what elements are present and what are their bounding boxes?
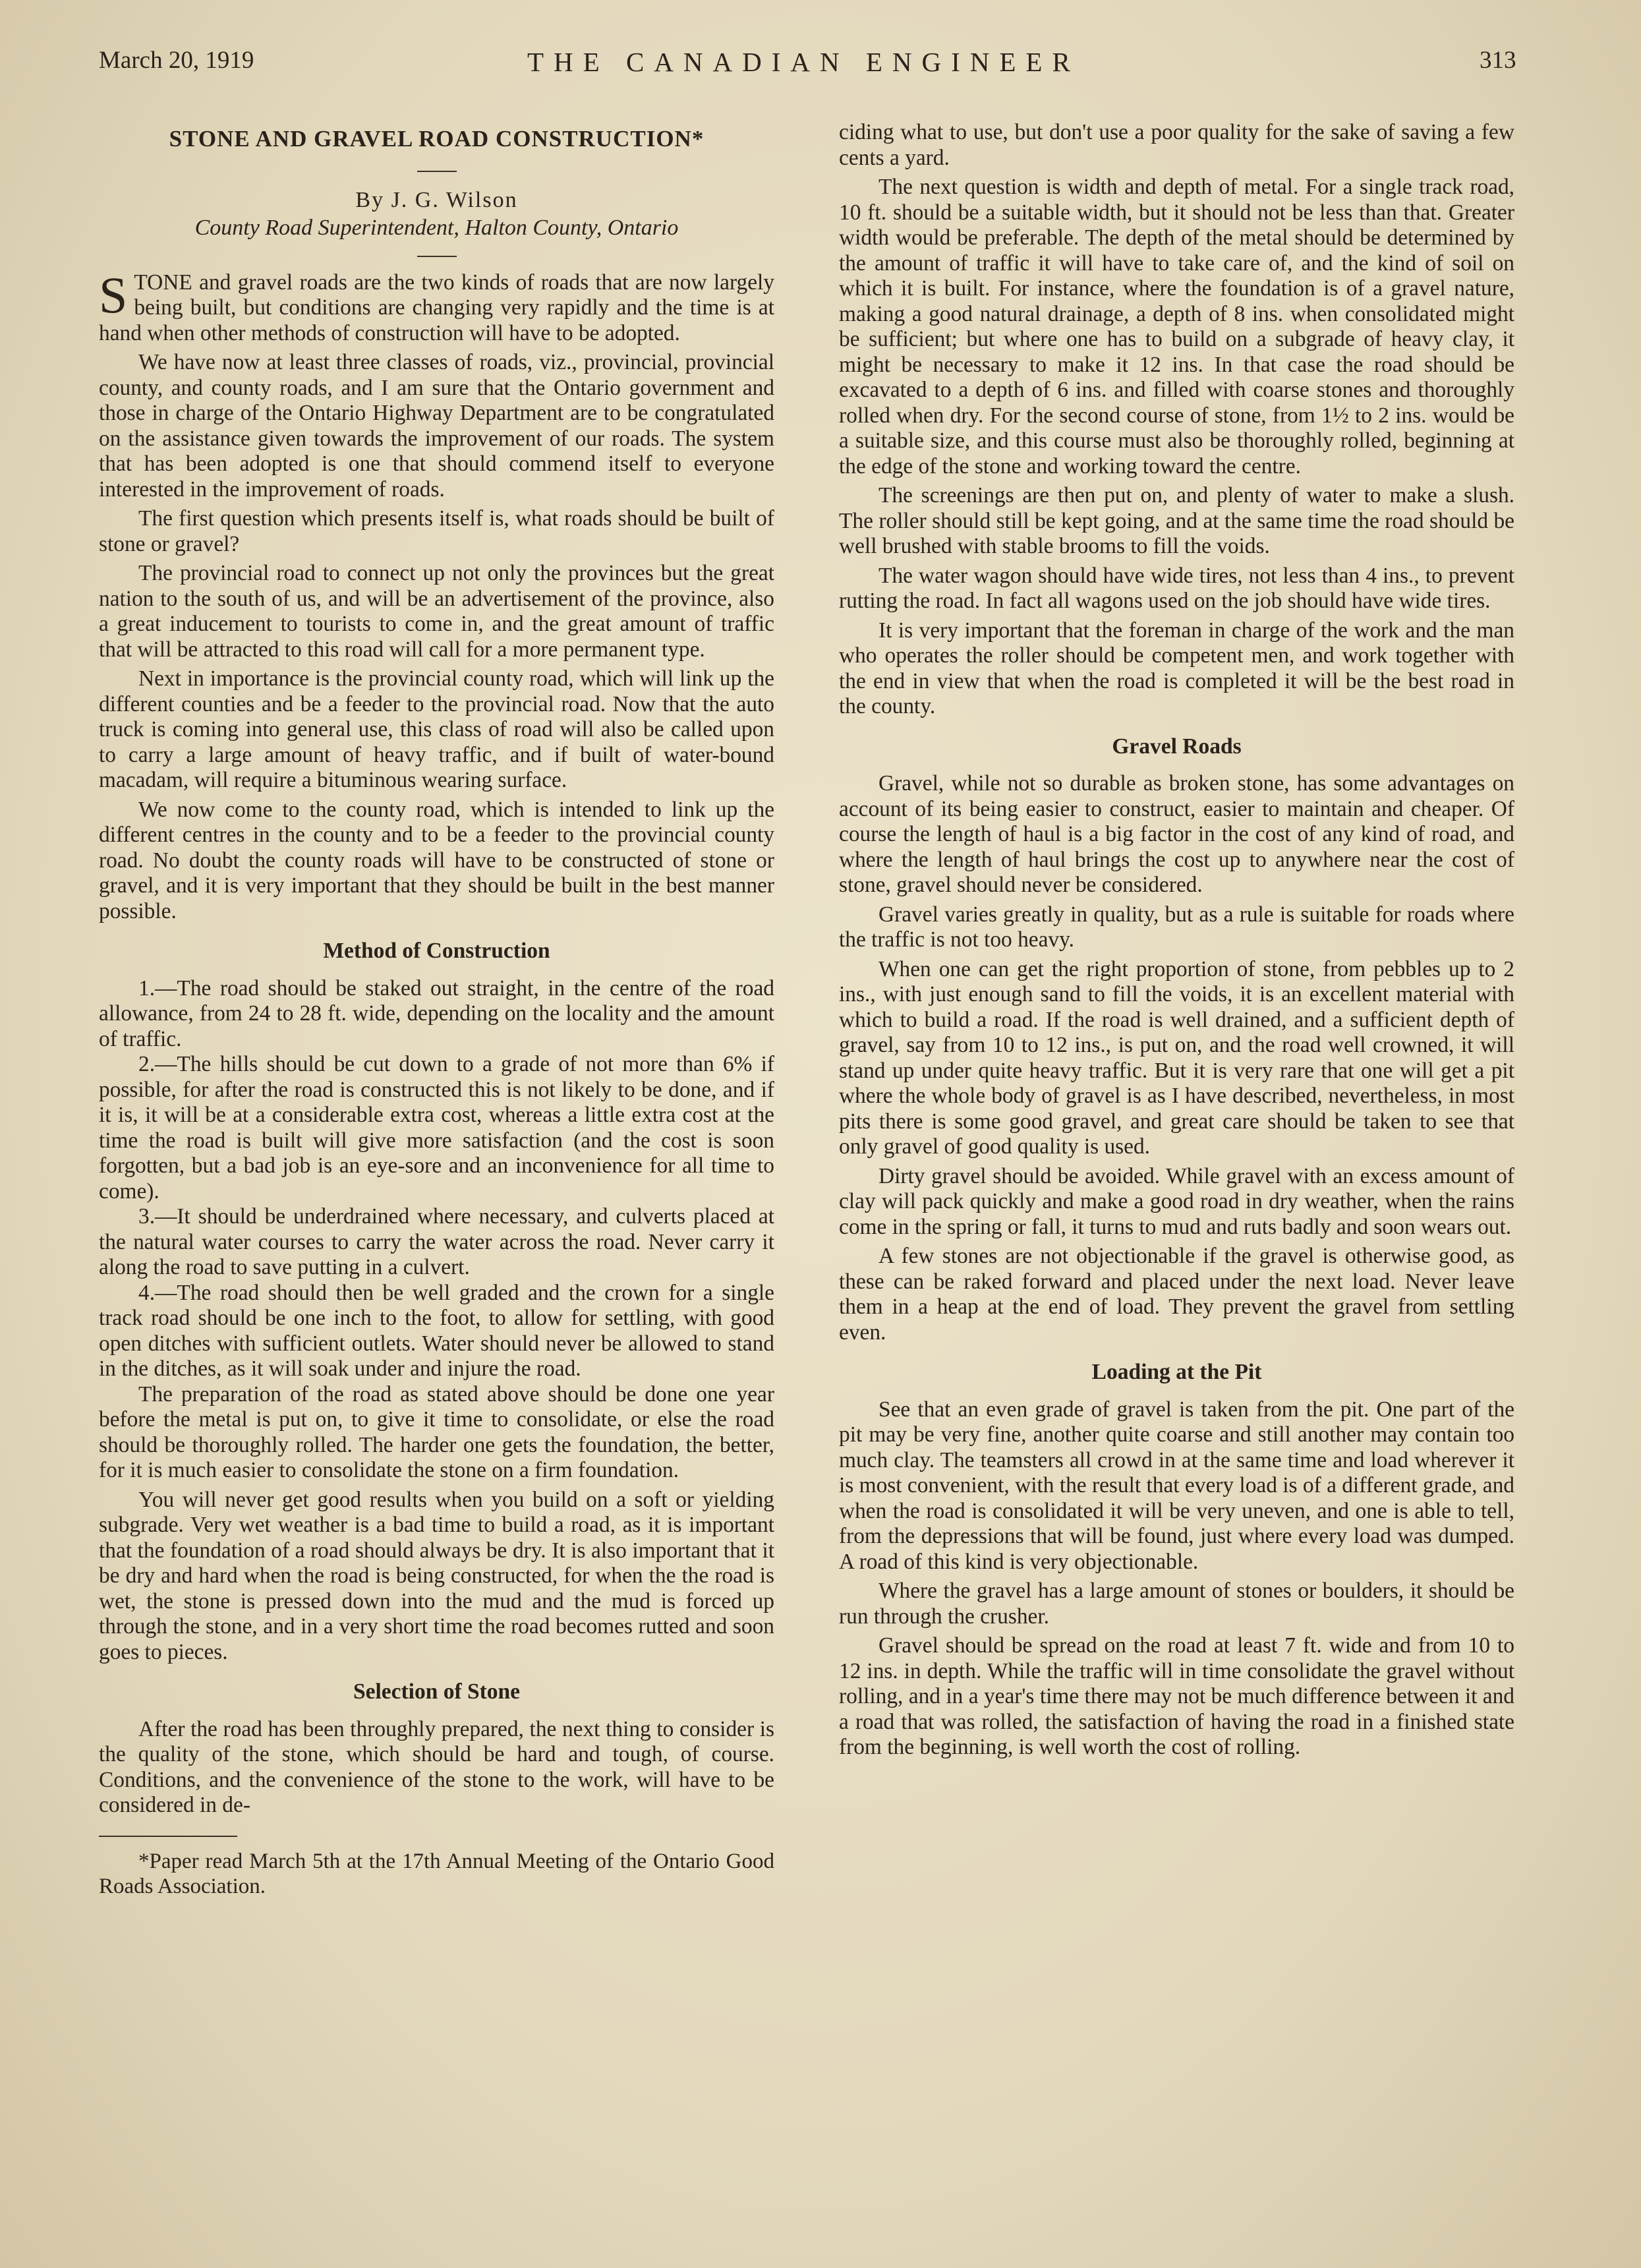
footnote: *Paper read March 5th at the 17th Annual Meeting of the Ontario Good Roads Association. — [99, 1849, 774, 1898]
author-byline: By J. G. Wilson — [355, 187, 518, 212]
paragraph: Dirty gravel should be avoided. While gravel with an excess amount of clay will pack quickly and make a good road in dry weather, when the rains come in the spring or fall, it turns to mud and ruts badly and soon wears out. — [839, 1163, 1514, 1239]
paragraph-text: TONE and gravel roads are the two kinds of roads that are now largely being built, but conditions are changing very rapidly and the time is at hand when other methods of construction will have to be adopted. — [99, 270, 774, 345]
paragraph: The provincial road to connect up not only the provinces but the great nation to the south of us, and will be an advertisement of the province, also a great inducement to tourists to come in, and the great amount of traffic that will be attracted to this road will call for a more permanent type. — [99, 561, 774, 662]
paragraph: We have now at least three classes of roads, viz., provincial, provincial county, and county roads, and I am sure that the Ontario government and those in charge of the Ontario Highway Department are to be congratulated on the assistance given towards the improvement of our roads. The system that has been adopted is one that should commend itself to everyone interested in the improvement of roads. — [99, 350, 774, 502]
subheading-selection: Selection of Stone — [353, 1679, 521, 1704]
byline-rule — [417, 256, 457, 257]
paragraph: Gravel should be spread on the road at least 7 ft. wide and from 10 to 12 ins. in depth. While the traffic will in time consolidate the gravel without rolling, and in a year's time there may not be much difference between it and a road that was rolled, the satisfaction of having the road in a finished state from the beginning, is well worth the cost of rolling. — [839, 1633, 1514, 1759]
paragraph-continued: ciding what to use, but don't use a poor quality for the sake of saving a few cents a yard. — [839, 120, 1514, 170]
paragraph: It is very important that the foreman in charge of the work and the man who operates the roller should be competent men, and work together with the end in view that when the road is completed it will be the best road in the county. — [839, 618, 1514, 718]
right-column — [839, 120, 1514, 1760]
page-number: 313 — [1480, 47, 1516, 74]
running-head — [99, 46, 1641, 86]
subheading-gravel: Gravel Roads — [1112, 734, 1242, 759]
journal-title: THE CANADIAN ENGINEER — [527, 47, 1080, 77]
paragraph: Gravel, while not so durable as broken stone, has some advantages on account of its being easier to construct, easier to maintain and cheaper. Of course the length of haul is a big factor in the cost of any kind of road, and where the length of haul brings the cost up to anywhere near the cost of stone, gravel should never be considered. — [839, 771, 1514, 897]
paragraph-intro — [99, 266, 774, 347]
paragraph: After the road has been throughly prepared, the next thing to consider is the quality of the stone, which should be hard and tough, of course. Conditions, and the convenience of the stone to the work, will have to be considered in de- — [99, 1716, 774, 1817]
paragraph: Gravel varies greatly in quality, but as a rule is suitable for roads where the traffic is not too heavy. — [839, 902, 1514, 952]
paragraph: 4.—The road should then be well graded and the crown for a single track road should be one inch to the foot, to allow for settling, with good open ditches with sufficient outlets. Water should never be allowed to stand in the ditches, as it will soak under and injure the road. — [99, 1280, 774, 1381]
paragraph: Next in importance is the provincial county road, which will link up the different counties and be a feeder to the provincial road. Now that the auto truck is coming into general use, this class of road will also be called upon to carry a large amount of heavy traffic, and if built of water-bound macadam, will require a bituminous wearing surface. — [99, 666, 774, 792]
paragraph: 1.—The road should be staked out straight, in the centre of the road allowance, from 24 to 28 ft. wide, depending on the locality and the amount of traffic. — [99, 975, 774, 1051]
article-title: STONE AND GRAVEL ROAD CONSTRUCTION* — [169, 126, 705, 152]
paragraph: See that an even grade of gravel is taken from the pit. One part of the pit may be very fine, another quite coarse and still another may contain too much clay. The teamsters all crowd in at the same time and load wherever it is most convenient, with the result that every load is of a different grade, and when the road is consolidated it will be very uneven, and one is able to tell, from the depressions that will be found, just where every load was dumped. A road of this kind is very objectionable. — [839, 1397, 1514, 1574]
footnote-rule — [99, 1836, 237, 1837]
paragraph: The first question which presents itself is, what roads should be built of stone or gravel? — [99, 506, 774, 556]
paragraph: The next question is width and depth of metal. For a single track road, 10 ft. should be a suitable width, but it should not be less than that. Greater width would be preferable. The depth of the metal should be determined by the amount of traffic it will have to take care of, and the kind of soil on which it is built. For instance, where the foundation is of a gravel nature, making a good natural drainage, a depth of 8 ins. when consolidated might be sufficient; but where one has to build on a subgrade of heavy clay, it might be necessary to make it 12 ins. In that case the road should be excavated to a depth of 6 ins. and filled with coarse stones and thoroughly rolled when dry. For the second course of stone, from 1½ to 2 ins. would be a suitable size, and this course must also be thoroughly rolled, beginning at the edge of the stone and working toward the centre. — [839, 175, 1514, 479]
paragraph: The preparation of the road as stated above should be done one year before the metal is put on, to give it time to consolidate, or else the road should be thoroughly rolled. The harder one gets the foundation, the better, for it is much easier to consolidate the stone on a firm foundation. — [99, 1381, 774, 1482]
paragraph: Where the gravel has a large amount of stones or boulders, it should be run through the crusher. — [839, 1579, 1514, 1629]
title-rule — [417, 171, 457, 172]
paragraph: You will never get good results when you build on a soft or yielding subgrade. Very wet weather is a bad time to build a road, as it is important that the foundation of a road should always be dry. It is also important that it be dry and hard when the road is being constructed, for when the the road is wet, the stone is pressed down into the mud and the mud is forced up through the stone, and in a very short time the road becomes rutted and soon goes to pieces. — [99, 1487, 774, 1664]
paragraph: We now come to the county road, which is intended to link up the different centres in the county and to be a feeder to the provincial county road. No doubt the county roads will have to be constructed of stone or gravel, and it is very important that they should be built in the best manner possible. — [99, 797, 774, 923]
subheading-loading: Loading at the Pit — [1091, 1360, 1262, 1384]
paragraph: 3.—It should be underdrained where necessary, and culverts placed at the natural water courses to carry the water across the road. Never carry it along the road to save putting in a culvert. — [99, 1204, 774, 1279]
left-column — [99, 119, 774, 1899]
paragraph: 2.—The hills should be cut down to a grade of not more than 6% if possible, for after the road is constructed this is not likely to be done, and if it is, it will be at a considerable extra cost, whereas a little extra cost at the time the road is built will give more satisfaction (and the cost is soon forgotten, but a bad job is an eye-sore and an inconvenience for all time to come). — [99, 1052, 774, 1204]
paragraph: When one can get the right proportion of stone, from pebbles up to 2 ins., with just enough sand to fill the voids, it is an excellent material with which to build a road. If the road is well drained, and a sufficient depth of gravel, say from 10 to 12 ins., is put on, and the road well crowned, it will stand up under quite heavy traffic. But it is very rare that one will get a pit where the whole body of gravel is as I have described, nevertheless, in most pits there is some good gravel, and great care should be taken to see that only gravel of good quality is used. — [839, 956, 1514, 1159]
author-affiliation: County Road Superintendent, Halton County, Ontario — [194, 216, 679, 240]
drop-cap: S — [99, 266, 128, 324]
paragraph: A few stones are not objectionable if the gravel is otherwise good, as these can be raked forward and placed under the next load. Never leave them in a heap at the end of load. They prevent the gravel from settling even. — [839, 1244, 1514, 1345]
paragraph: The water wagon should have wide tires, not less than 4 ins., to prevent rutting the road. In fact all wagons used on the job should have wide tires. — [839, 563, 1514, 613]
subheading-method: Method of Construction — [323, 939, 550, 963]
issue-date: March 20, 1919 — [99, 47, 254, 74]
paragraph: The screenings are then put on, and plenty of water to make a slush. The roller should still be kept going, and at the same time the road should be well brushed with stable brooms to fill the voids. — [839, 483, 1514, 558]
